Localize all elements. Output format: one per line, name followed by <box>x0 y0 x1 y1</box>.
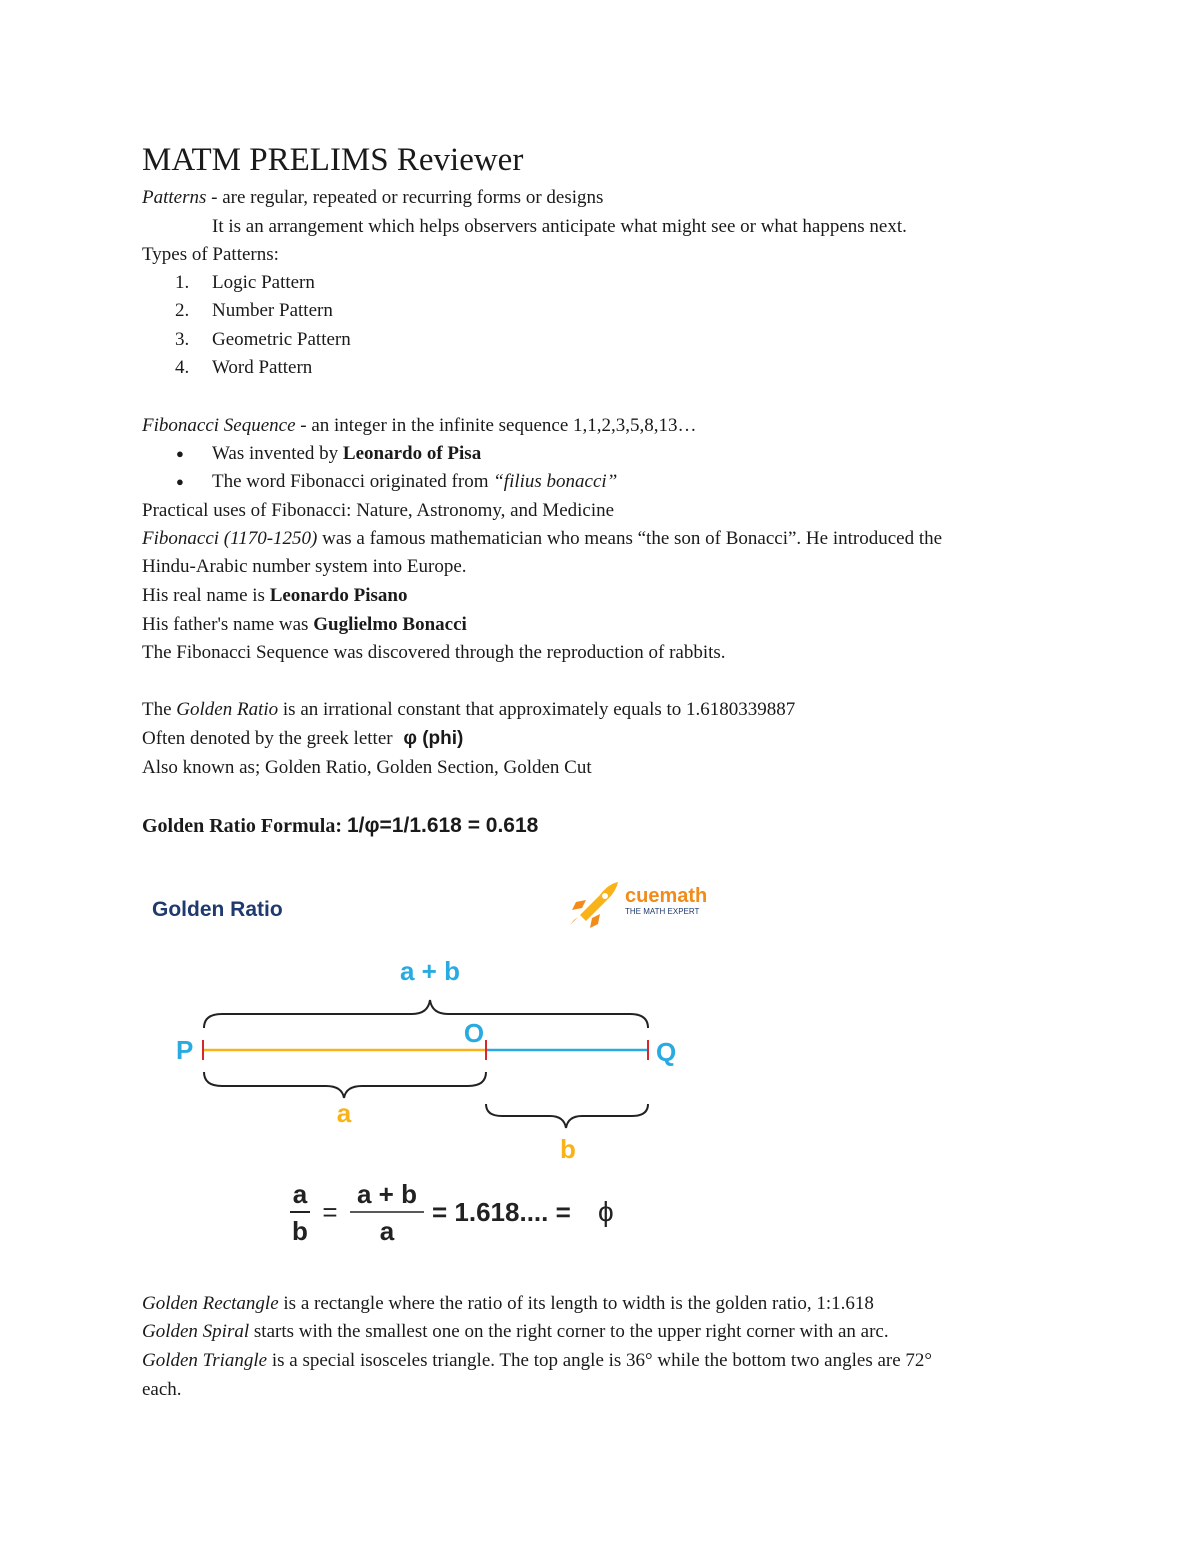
fibonacci-definition <box>142 412 697 440</box>
denoted-prefix: Often denoted by the greek letter <box>142 728 398 749</box>
also-known-as: Also known as; Golden Ratio, Golden Section, Golden Cut <box>142 757 592 778</box>
patterns-definition <box>142 184 603 212</box>
bullet-icon: ● <box>176 446 184 461</box>
real-name <box>142 582 407 610</box>
rectangle-term: Golden Rectangle <box>142 1293 279 1314</box>
practical-uses: Practical uses of Fibonacci: Nature, Astronomy, and Medicine <box>142 500 615 521</box>
list-item-number: 2. <box>175 300 190 321</box>
patterns-explanation: It is an arrangement which helps observers anticipate what might see or what happens next. <box>212 216 907 237</box>
label-p: P <box>176 1035 194 1065</box>
label-q: Q <box>656 1037 677 1067</box>
cuemath-logo <box>570 882 707 928</box>
triangle-term: Golden Triangle <box>142 1350 268 1371</box>
eq-phi: ϕ <box>598 1196 614 1227</box>
real-name-prefix: His real name is <box>142 585 270 606</box>
golden-ratio-equation <box>290 1179 614 1246</box>
list-item-number: 4. <box>175 357 190 378</box>
real-name-value: Leonardo Pisano <box>269 585 408 606</box>
spiral-text: starts with the smallest one on the right corner to the upper right corner with an arc. <box>249 1321 889 1342</box>
list-item: Geometric Pattern <box>212 329 351 350</box>
origin-phrase: “filius bonacci” <box>493 471 618 492</box>
bullet-icon: ● <box>176 474 184 489</box>
ratio-text: is an irrational constant that approximately equals to 1.6180339887 <box>278 699 796 720</box>
fibonacci-bio-cont: Hindu-Arabic number system into Europe. <box>142 556 467 577</box>
patterns-definition-text: - are regular, repeated or recurring forms or designs <box>206 187 604 208</box>
label-a-plus-b: a + b <box>400 956 460 986</box>
golden-rectangle-line <box>142 1290 874 1318</box>
list-item: Number Pattern <box>212 300 333 321</box>
triangle-text: is a special isosceles triangle. The top angle is 36° while the bottom two angles are 72° <box>267 1350 933 1371</box>
eq-value: = 1.618.... = <box>432 1197 571 1227</box>
father-name <box>142 611 467 639</box>
father-name-value: Guglielmo Bonacci <box>313 614 467 635</box>
brace-a-plus-b <box>204 1000 648 1028</box>
bullet-text: Was invented by <box>212 443 343 464</box>
denoted-line <box>142 725 463 753</box>
label-b: b <box>560 1134 576 1164</box>
list-item-number: 3. <box>175 329 190 350</box>
page-title: MATM PRELIMS Reviewer <box>142 142 524 178</box>
brand-tagline: THE MATH EXPERT <box>625 907 700 916</box>
golden-spiral-line <box>142 1318 889 1346</box>
spiral-term: Golden Spiral <box>142 1321 250 1342</box>
label-a: a <box>336 1098 352 1128</box>
ratio-term: Golden Ratio <box>176 699 279 720</box>
list-item: Logic Pattern <box>212 272 315 293</box>
discovery-line: The Fibonacci Sequence was discovered through the reproduction of rabbits. <box>142 642 726 663</box>
brace-b <box>486 1104 648 1128</box>
eq-denominator-a: a <box>379 1216 395 1246</box>
formula-label: Golden Ratio Formula: <box>142 815 347 837</box>
golden-triangle-line <box>142 1347 932 1375</box>
eq-numerator-a: a <box>292 1179 308 1209</box>
formula-line <box>142 812 538 840</box>
patterns-term: Patterns <box>142 187 207 208</box>
eq-equals: = <box>322 1197 338 1227</box>
figure-heading: Golden Ratio <box>152 898 283 921</box>
father-name-prefix: His father's name was <box>142 614 314 635</box>
bullet-item-inventor <box>212 440 481 468</box>
bio-term: Fibonacci (1170-1250) <box>142 528 318 549</box>
label-o: O <box>463 1018 485 1048</box>
golden-ratio-figure <box>130 860 750 1260</box>
golden-ratio-definition <box>142 696 795 724</box>
fibonacci-term: Fibonacci Sequence <box>142 415 296 436</box>
types-heading: Types of Patterns: <box>142 244 279 265</box>
ratio-prefix: The <box>142 699 177 720</box>
rocket-icon <box>570 882 618 928</box>
golden-triangle-line-cont: each. <box>142 1379 182 1400</box>
brand-name: cuemath <box>625 885 708 907</box>
eq-denominator-b: b <box>292 1216 308 1246</box>
fibonacci-definition-text: - an integer in the infinite sequence 1,1,2,3,5,8,13… <box>295 415 697 436</box>
formula-value: 1/φ=1/1.618 = 0.618 <box>347 814 539 837</box>
brace-a <box>204 1072 486 1098</box>
list-item: Word Pattern <box>212 357 313 378</box>
eq-numerator-ab: a + b <box>357 1179 417 1209</box>
phi-symbol: φ (phi) <box>403 728 464 749</box>
inventor-name: Leonardo of Pisa <box>342 443 482 464</box>
bio-text: was a famous mathematician who means “the son of Bonacci”. He introduced the <box>317 528 943 549</box>
bullet-text: The word Fibonacci originated from <box>212 471 494 492</box>
list-item-number: 1. <box>175 272 190 293</box>
fibonacci-bio <box>142 525 942 553</box>
bullet-item-origin <box>212 468 617 496</box>
rectangle-text: is a rectangle where the ratio of its length to width is the golden ratio, 1:1.618 <box>278 1293 874 1314</box>
